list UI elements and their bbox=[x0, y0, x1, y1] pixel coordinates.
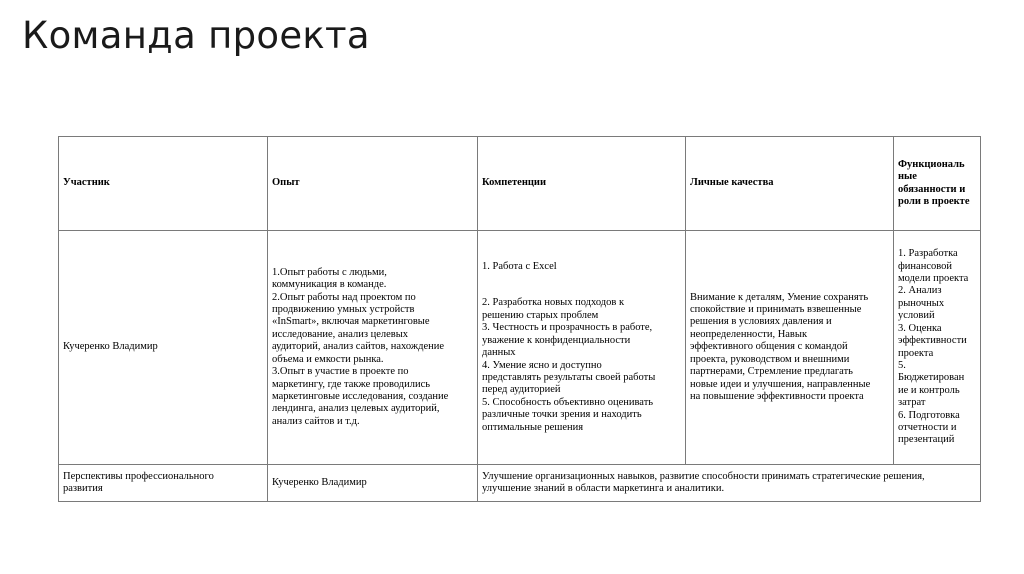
header-duties: Функциональ ные обязанности и роли в проекте bbox=[894, 137, 981, 231]
competency-first: 1. Работа с Excel bbox=[482, 261, 557, 273]
cell-experience: 1.Опыт работы с людьми, коммуникация в команде. 2.Опыт работы над проектом по продвижению умных устройств «InSmart», включая маркетинговые исследование, анализ целевых аудиторий, анализ сайтов, нахождение объема и емкости рынка. 3.Опыт в участие в проекте по маркетингу, где также проводились маркетинговые исследования, создание лендинга, анализ целевых аудиторий, анализ сайтов и т.д. bbox=[268, 231, 478, 465]
cell-qualities: Внимание к деталям, Умение сохранять спокойствие и принимать взвешенные решения в условиях давления и неопределенности, Навык эффективного общения с командой проекта, руководством и внешними партнерами, Стремление предлагать новые идеи и улучшения, направленные на повышение эффективности проекта bbox=[686, 231, 894, 465]
cell-duties: 1. Разработка финансовой модели проекта 2. Анализ рыночных условий 3. Оценка эффективности проекта 5. Бюджетирован ие и контроль затрат 6. Подготовка отчетности и презентаций bbox=[894, 231, 981, 465]
header-competencies: Компетенции bbox=[478, 137, 686, 231]
cell-development-label: Перспективы профессионального развития bbox=[59, 465, 268, 502]
slide-title: Команда проекта bbox=[22, 14, 370, 57]
table-row bbox=[59, 231, 981, 465]
header-experience: Опыт bbox=[268, 137, 478, 231]
header-qualities: Личные качества bbox=[686, 137, 894, 231]
header-member: Участник bbox=[59, 137, 268, 231]
table-row bbox=[59, 465, 981, 502]
team-table bbox=[58, 136, 981, 502]
cell-competencies bbox=[478, 231, 686, 465]
cell-development-member: Кучеренко Владимир bbox=[268, 465, 478, 502]
competency-list: 2. Разработка новых подходов к решению старых проблем 3. Честность и прозрачность в работе, уважение к конфиденциальности данных 4. Умение ясно и доступно представлять результаты своей работы перед аудиторией 5. Способность объективно оценивать различные точки зрения и находить оптимальные решения bbox=[482, 297, 656, 433]
cell-member: Кучеренко Владимир bbox=[59, 231, 268, 465]
spacer bbox=[482, 273, 681, 297]
cell-development-plan: Улучшение организационных навыков, развитие способности принимать стратегические решения, улучшение знаний в области маркетинга и аналитики. bbox=[478, 465, 981, 502]
table-header-row bbox=[59, 137, 981, 231]
